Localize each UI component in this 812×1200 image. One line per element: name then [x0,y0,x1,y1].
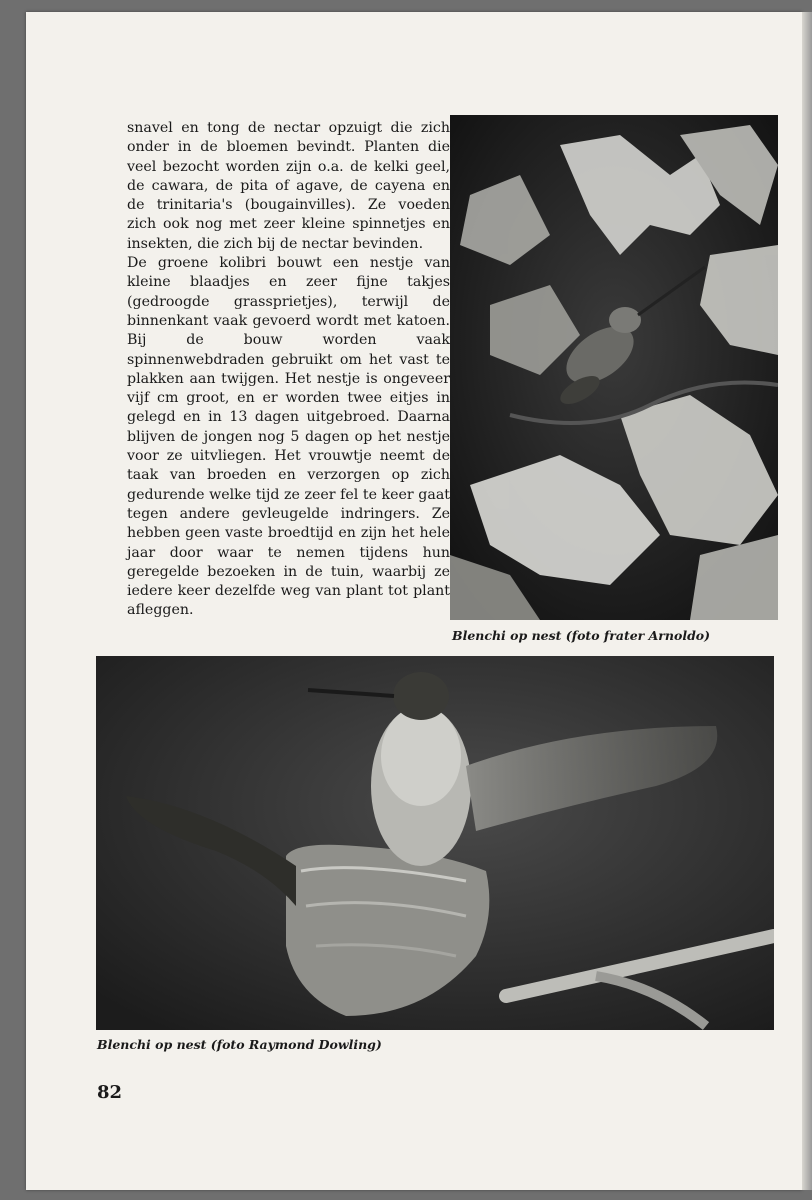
article-text [127,119,450,621]
hummingbird-leaves-photo [450,115,778,620]
paragraph-nectar: snavel en tong de nectar opzuigt die zich onder in de bloemen bevindt. Planten die veel bezocht worden zijn o.a. de kelki geel, de cawara, de pita of agave, de cayena en de trinitaria's (bougainvilles). Ze voeden zich ook nog met zeer kleine spinnetjes en insekten, die zich bij de nectar bevinden. [127,120,450,252]
top-photo-caption: Blenchi op nest (foto frater Arnoldo) [452,628,711,643]
hummingbird-nest-photo [96,656,774,1030]
paragraph-nest: De groene kolibri bouwt een nestje van kleine blaadjes en zeer fijne takjes (gedroogde grassprietjes), terwijl de binnenkant vaak gevoerd wordt met katoen. Bij de bouw worden vaak spinnenwebdraden gebruikt om het vast te plakken aan twijgen. Het nestje is ongeveer vijf cm groot, en er worden twee eitjes in gelegd en in 13 dagen uitgebroed. Daarna blijven de jongen nog 5 dagen op het nestje voor ze uitvliegen. Het vrouwtje neemt de taak van broeden en verzorgen op zich gedurende welke tijd ze zeer fel te keer gaat tegen andere gevleugelde indringers. Ze hebben geen vaste broedtijd en zijn het hele jaar door waar te nemen tijdens hun geregelde bezoeken in de tuin, waarbij ze iedere keer dezelfde weg van plant tot plant afleggen. [127,255,450,619]
page-edge [802,12,812,1190]
page-number: 82 [97,1082,123,1103]
bottom-photo-caption: Blenchi op nest (foto Raymond Dowling) [97,1037,382,1052]
